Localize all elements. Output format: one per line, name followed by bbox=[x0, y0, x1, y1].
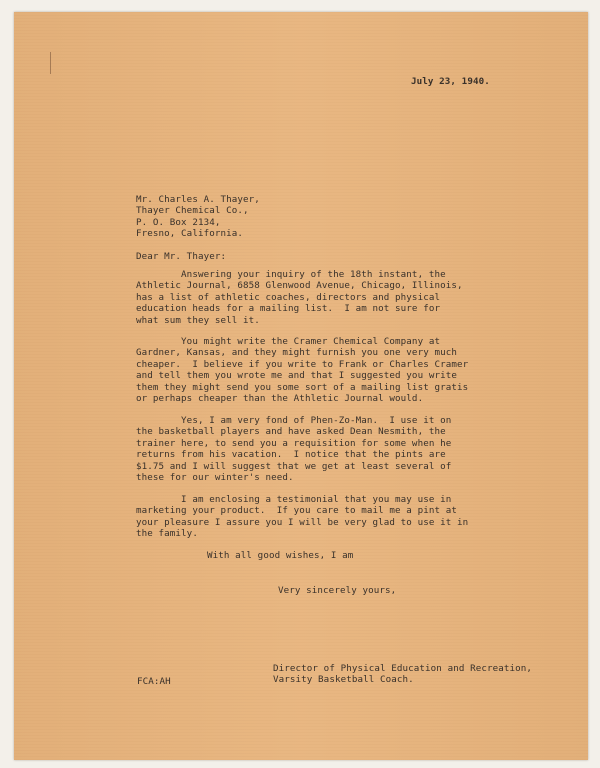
paragraph-3 bbox=[136, 415, 451, 483]
text-line: $1.75 and I will suggest that we get at least several of bbox=[136, 460, 452, 472]
address-line: Fresno, California. bbox=[136, 228, 243, 240]
title-line: Varsity Basketball Coach. bbox=[273, 674, 414, 686]
address-line: Thayer Chemical Co., bbox=[136, 205, 249, 217]
letter-date: July 23, 1940. bbox=[411, 76, 490, 87]
paragraph-4 bbox=[136, 494, 468, 540]
text-line: has a list of athletic coaches, directors and physical bbox=[136, 291, 441, 303]
text-line: I am enclosing a testimonial that you may use in bbox=[136, 494, 452, 505]
title-line: Director of Physical Education and Recreation, bbox=[273, 663, 533, 674]
salutation: Dear Mr. Thayer: bbox=[136, 251, 227, 262]
text-line: or perhaps cheaper than the Athletic Journal would. bbox=[136, 393, 424, 405]
text-line: the basketball players and have asked Dean Nesmith, the bbox=[136, 426, 446, 438]
text-line: and tell them you wrote me and that I suggested you write bbox=[136, 370, 457, 382]
text-line: marketing your product. If you care to mail me a pint at bbox=[136, 505, 457, 517]
text-line: trainer here, to send you a requisition for some when he bbox=[136, 437, 452, 449]
text-line: cheaper. I believe if you write to Frank or Charles Cramer bbox=[136, 358, 469, 370]
closing-line: With all good wishes, I am bbox=[207, 550, 354, 561]
text-line: what sum they sell it. bbox=[136, 314, 260, 326]
text-line: Yes, I am very fond of Phen-Zo-Man. I use it on bbox=[136, 415, 452, 426]
text-line: them they might send you some sort of a mailing list gratis bbox=[136, 381, 469, 393]
paragraph-1 bbox=[136, 269, 463, 326]
text-line: returns from his vacation. I notice that the pints are bbox=[136, 449, 446, 461]
address-line: P. O. Box 2134, bbox=[136, 216, 221, 228]
text-line: Answering your inquiry of the 18th instant, the bbox=[136, 269, 446, 280]
paragraph-2 bbox=[136, 336, 468, 404]
text-line: the family. bbox=[136, 528, 198, 540]
paper-mark bbox=[50, 52, 51, 74]
text-line: You might write the Cramer Chemical Company at bbox=[136, 336, 441, 347]
recipient-address bbox=[136, 194, 260, 240]
text-line: Athletic Journal, 6858 Glenwood Avenue, Chicago, Illinois, bbox=[136, 280, 463, 292]
signature-title bbox=[273, 663, 532, 686]
reference-initials: FCA:AH bbox=[137, 676, 171, 687]
address-line: Mr. Charles A. Thayer, bbox=[136, 194, 260, 205]
text-line: education heads for a mailing list. I am not sure for bbox=[136, 303, 441, 315]
text-line: your pleasure I assure you I will be very glad to use it in bbox=[136, 516, 469, 528]
text-line: these for our winter's need. bbox=[136, 472, 294, 484]
valediction: Very sincerely yours, bbox=[278, 585, 397, 596]
text-line: Gardner, Kansas, and they might furnish you one very much bbox=[136, 347, 457, 359]
